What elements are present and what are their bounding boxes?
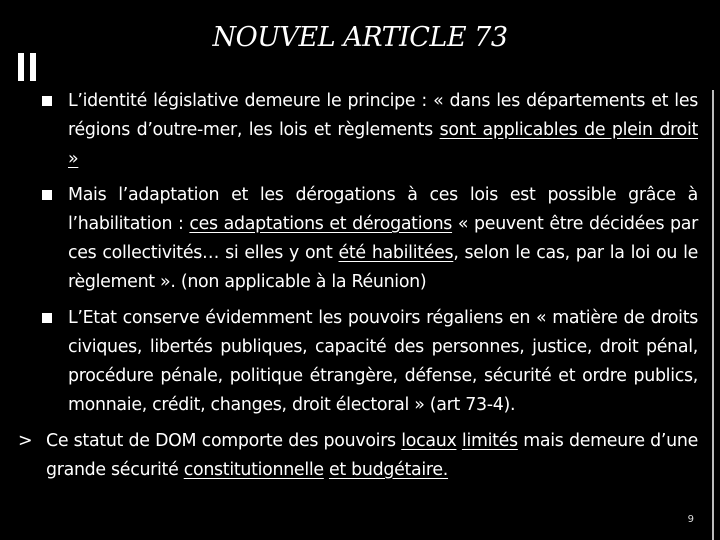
bullet-text: « peuvent être décidées par ces collectivités… si elles y ont [68,214,698,263]
arrow-icon: > [18,431,33,451]
square-bullet-icon [42,190,52,200]
slide-title: NOUVEL ARTICLE 73 [212,22,508,53]
bullet-item-etat [40,304,698,420]
decorative-vertical-line [712,90,714,540]
bullet-item-identite [40,87,698,174]
conclusion-text: Ce statut de DOM comporte des pouvoirs [46,431,402,451]
conclusion-text-underlined: constitutionnelle [183,460,324,480]
square-bullet-icon [42,313,52,323]
bullet-item-adaptation [40,181,698,297]
conclusion-item [18,427,698,485]
conclusion-text-underlined: limités [461,431,518,451]
bullet-text-underlined: ces adaptations et dérogations [189,214,453,234]
bullet-text: Mais l’adaptation et les dérogations à ces lois est possible grâce à l’habilitation : [68,185,698,234]
conclusion-text-underlined: locaux [401,431,457,451]
bullet-text-underlined: sont applicables de plein droit » [68,120,699,169]
square-bullet-icon [42,96,52,106]
bullet-text-underlined: été habilitées [338,243,454,263]
bullet-text: L’identité législative demeure le principe : « dans les départements et les régions d’outre-mer, les lois et règlements [68,91,698,140]
bullet-text: , selon le cas, par la loi ou le règlement ». [68,243,698,292]
bullet-text: (non applicable à la Réunion) [175,272,427,292]
slide-body [18,87,699,492]
decorative-bar-right [30,53,36,81]
bullet-text: L’Etat conserve évidemment les pouvoirs régaliens en « matière de droits civiques, libertés publiques, capacité des personnes, justice, droit pénal, procédure pénale, politique étrangère, défense, sécurité et ordre publics, monnaie, crédit, changes, droit électoral » (art 73-4). [68,308,698,415]
page-number: 9 [687,514,694,525]
conclusion-text-underlined: et budgétaire. [329,460,449,480]
decorative-bar-left [18,53,24,81]
conclusion-text: mais demeure d’une grande sécurité [46,431,698,480]
